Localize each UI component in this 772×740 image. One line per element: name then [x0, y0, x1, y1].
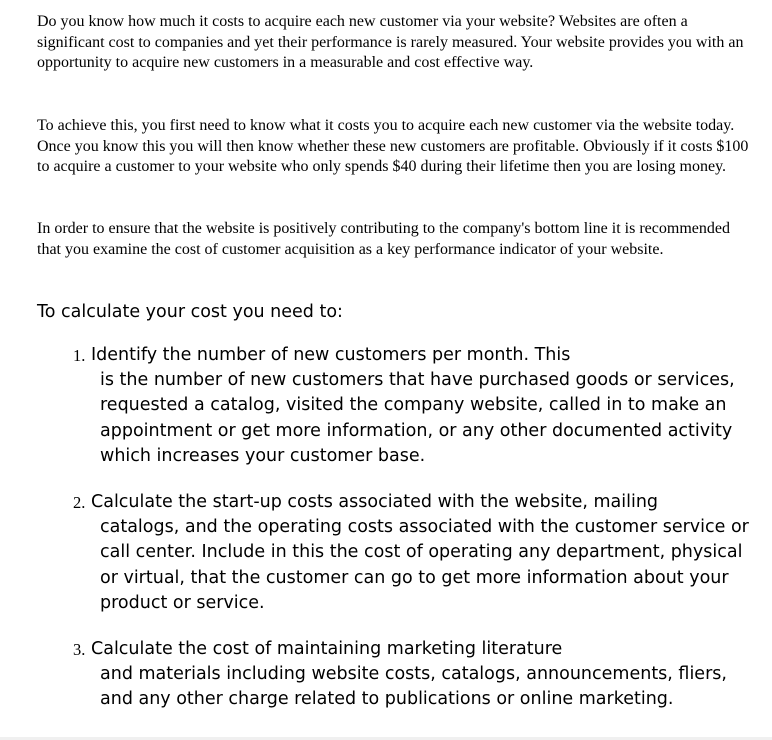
- list-item-number: 3.: [73, 640, 86, 659]
- list-item-continuation: and materials including website costs, catalogs, announcements, fliers, and any other charge related to publications or online marketing.: [100, 664, 727, 710]
- list-item-continuation: catalogs, and the operating costs associated with the customer service or call center. Include in this the cost of operating any department, physical or virtual, that the customer can go to get more information about your product or service.: [100, 517, 749, 613]
- list-item-number: 2.: [73, 493, 86, 512]
- list-item-first-line: Identify the number of new customers per month. This: [91, 345, 571, 365]
- intro-paragraph-1: Do you know how much it costs to acquire each new customer via your website? Websites are often a significant cost to companies and yet their performance is rarely measured. Your website provides you with an opportunity to acquire new customers in a measurable and cost effective way.: [37, 13, 744, 71]
- list-item-first-line: Calculate the start-up costs associated with the website, mailing: [91, 492, 659, 512]
- intro-paragraph-3: In order to ensure that the website is positively contributing to the company's bottom line it is recommended that you examine the cost of customer acquisition as a key performance indicator of your website.: [37, 220, 730, 258]
- list-lead-text: To calculate your cost you need to:: [37, 302, 343, 322]
- intro-paragraph-2: To achieve this, you first need to know what it costs you to acquire each new customer via the website today. Once you know this you will then know whether these new customers are profitable. Obviously if it costs $100 to acquire a customer to your website who only spends $40 during their lifetime then you are losing money.: [37, 117, 749, 175]
- list-item-number: 1.: [73, 346, 86, 365]
- list-item-first-line: Calculate the cost of maintaining marketing literature: [91, 639, 563, 659]
- list-item-continuation: is the number of new customers that have purchased goods or services, requested a catalog, visited the company website, called in to make an appointment or get more information, or any other documented activity which increases your customer base.: [100, 370, 735, 466]
